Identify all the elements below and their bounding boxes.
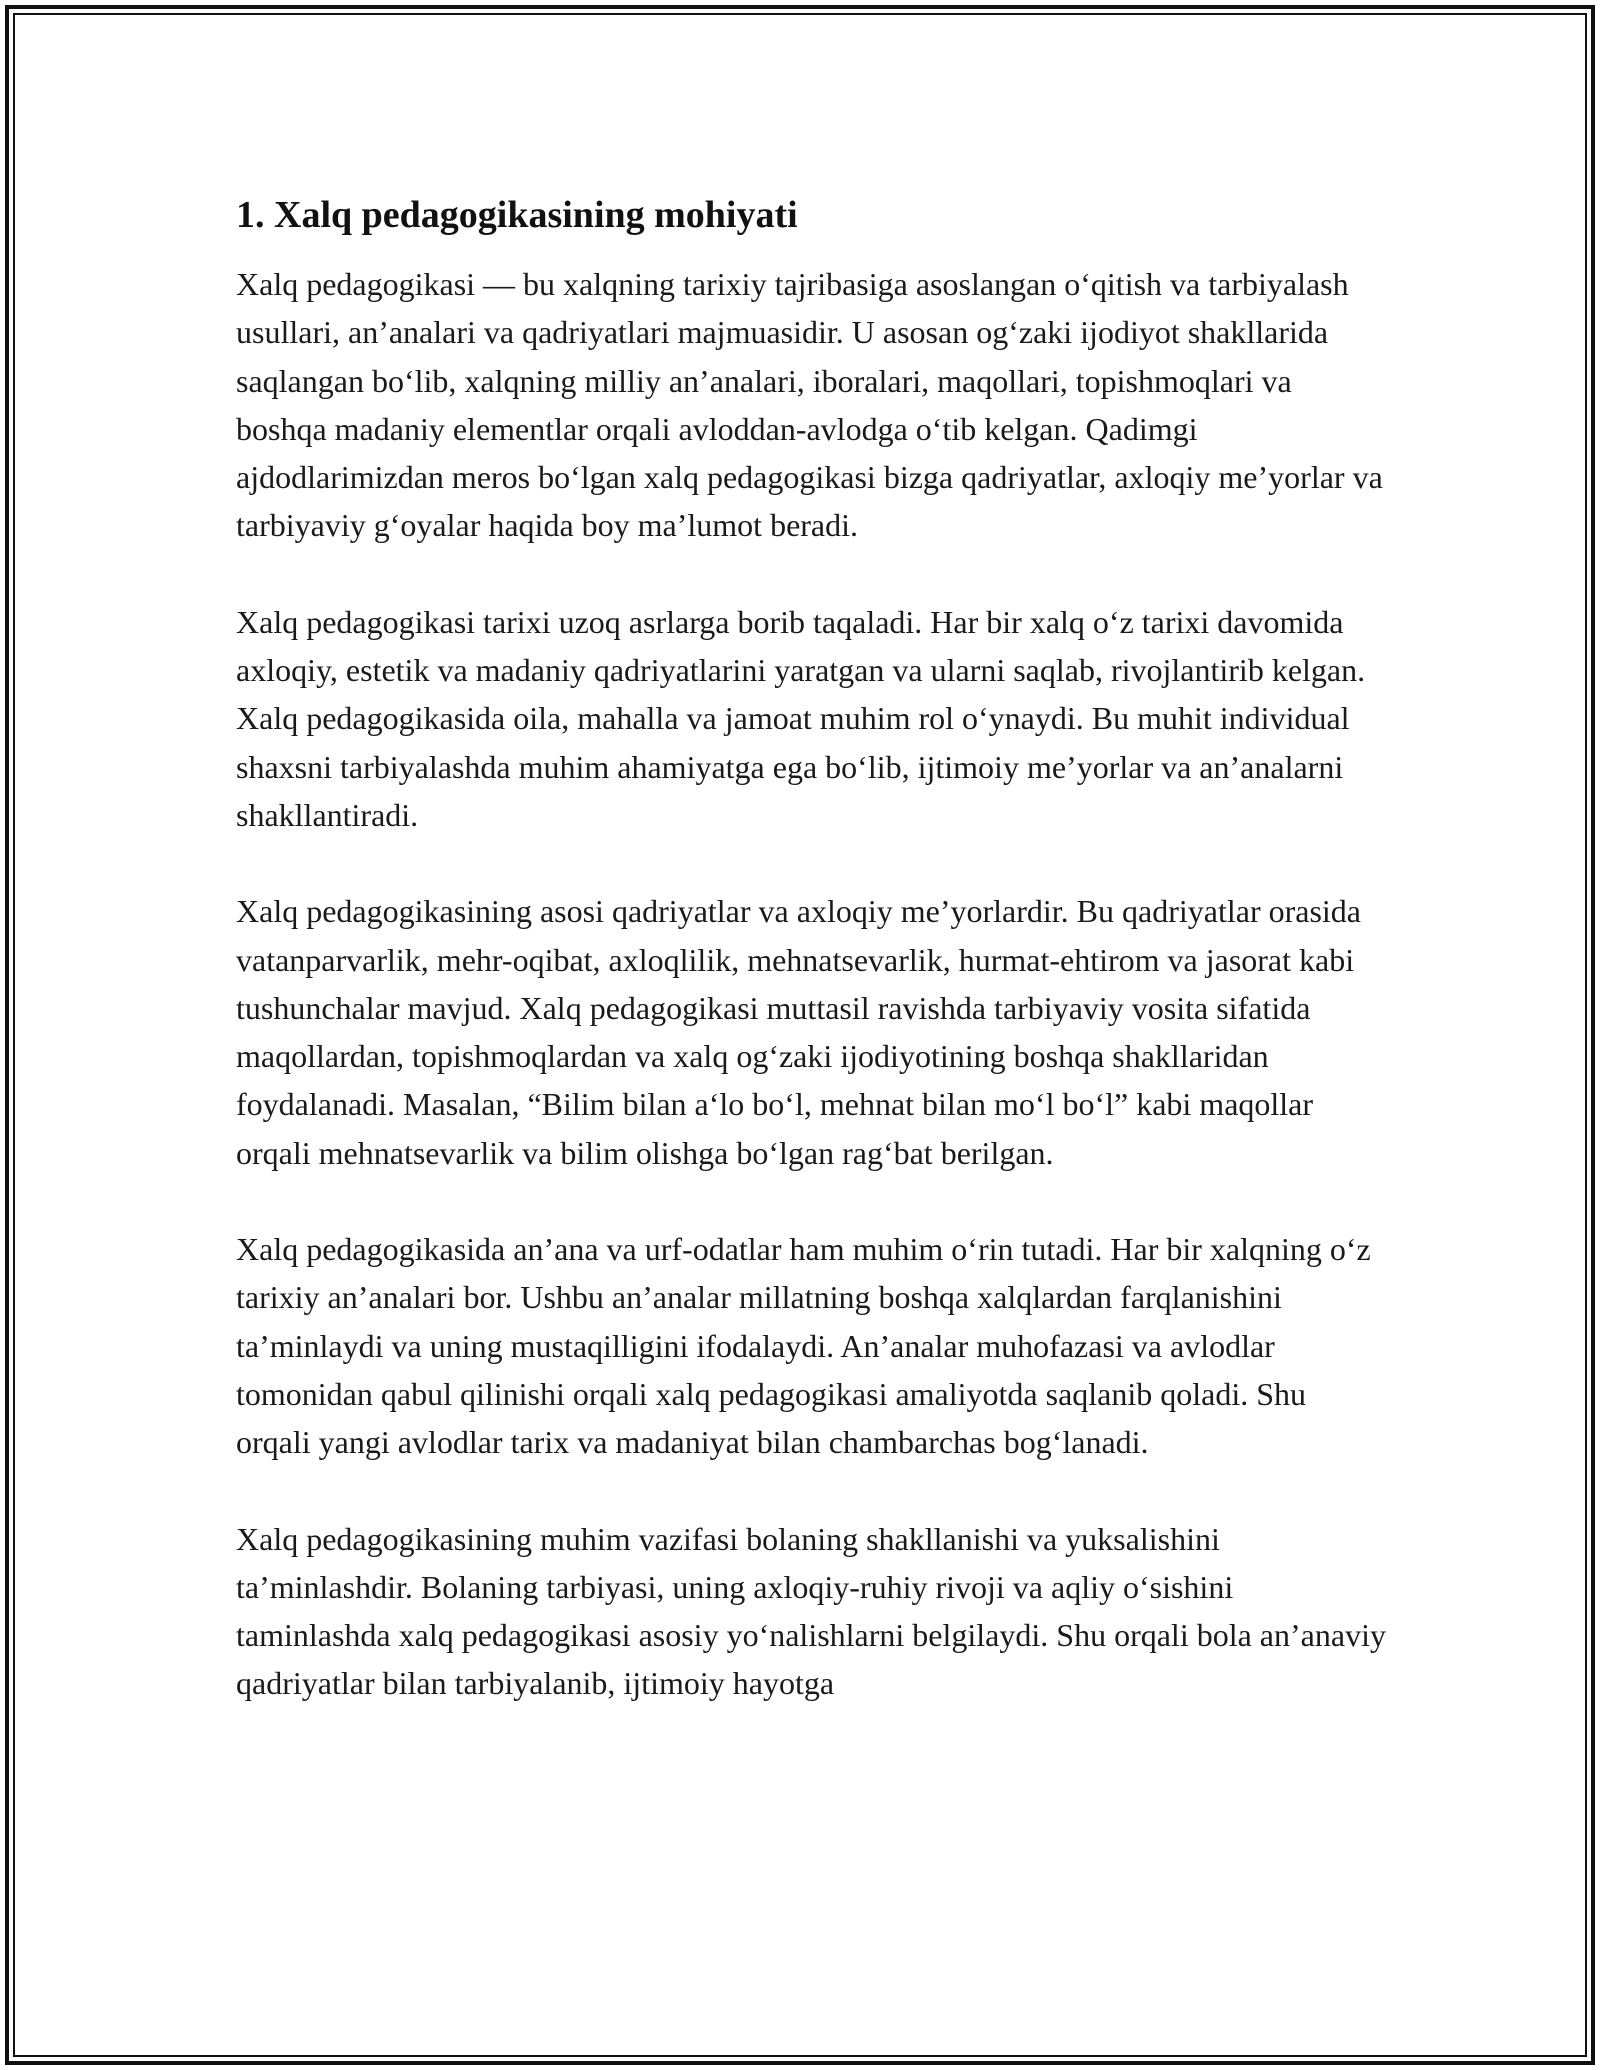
paragraph-5: Xalq pedagogikasining muhim vazifasi bolaning shakllanishi va yuksalishini ta’minlashdir. Bolaning tarbiyasi, uning axloqiy-ruhiy rivoji va aqliy o‘sishini taminlashda xalq pedagogikasi asosiy yo‘nalishlarni belgilaydi. Shu orqali bola an’anaviy qadriyatlar bilan tarbiyalanib, ijtimoiy hayotga [236, 1520, 1386, 1702]
paragraph-3: Xalq pedagogikasining asosi qadriyatlar va axloqiy me’yorlardir. Bu qadriyatlar orasida vatanparvarlik, mehr-oqibat, axloqlilik, mehnatsevarlik, hurmat-ehtirom va jasorat kabi tushunchalar mavjud. Xalq pedagogikasi muttasil ravishda tarbiyaviy vosita sifatida maqollardan, topishmoqlardan va xalq og‘zaki ijodiyotining boshqa shakllaridan foydalanadi. Masalan, “Bilim bilan a‘lo bo‘l, mehnat bilan mo‘l bo‘l” kabi maqollar orqali mehnatsevarlik va bilim olishga bo‘lgan rag‘bat berilgan. [236, 893, 1361, 1171]
paragraph-4: Xalq pedagogikasida an’ana va urf-odatlar ham muhim o‘rin tutadi. Har bir xalqning o‘z tarixiy an’analari bor. Ushbu an’analar millatning boshqa xalqlardan farqlanishini ta’minlaydi va uning mustaqilligini ifodalaydi. An’analar muhofazasi va avlodlar tomonidan qabul qilinishi orqali xalq pedagogikasi amaliyotda saqlanib qoladi. Shu orqali yangi avlodlar tarix va madaniyat bilan chambarchas bog‘lanadi. [236, 1231, 1371, 1461]
paragraph-1: Xalq pedagogikasi — bu xalqning tarixiy tajribasiga asoslangan o‘qitish va tarbiyalash usullari, an’analari va qadriyatlari majmuasidir. U asosan og‘zaki ijodiyot shakllarida saqlangan bo‘lib, xalqning milliy an’analari, iboralari, maqollari, topishmoqlari va boshqa madaniy elementlar orqali avloddan-avlodga o‘tib kelgan. Qadimgi ajdodlarimizdan meros bo‘lgan xalq pedagogikasi bizga qadriyatlar, axloqiy me’yorlar va tarbiyaviy g‘oyalar haqida boy ma’lumot beradi. [236, 266, 1383, 544]
paragraph-2: Xalq pedagogikasi tarixi uzoq asrlarga borib taqaladi. Har bir xalq o‘z tarixi davomida axloqiy, estetik va madaniy qadriyatlarini yaratgan va ularni saqlab, rivojlantirib kelgan. Xalq pedagogikasida oila, mahalla va jamoat muhim rol o‘ynaydi. Bu muhit individual shaxsni tarbiyalashda muhim ahamiyatga ega bo‘lib, ijtimoiy me’yorlar va an’analarni shakllantiradi. [236, 603, 1366, 833]
document-body [236, 188, 1386, 1708]
section-heading: 1. Xalq pedagogikasining mohiyati [236, 194, 798, 236]
